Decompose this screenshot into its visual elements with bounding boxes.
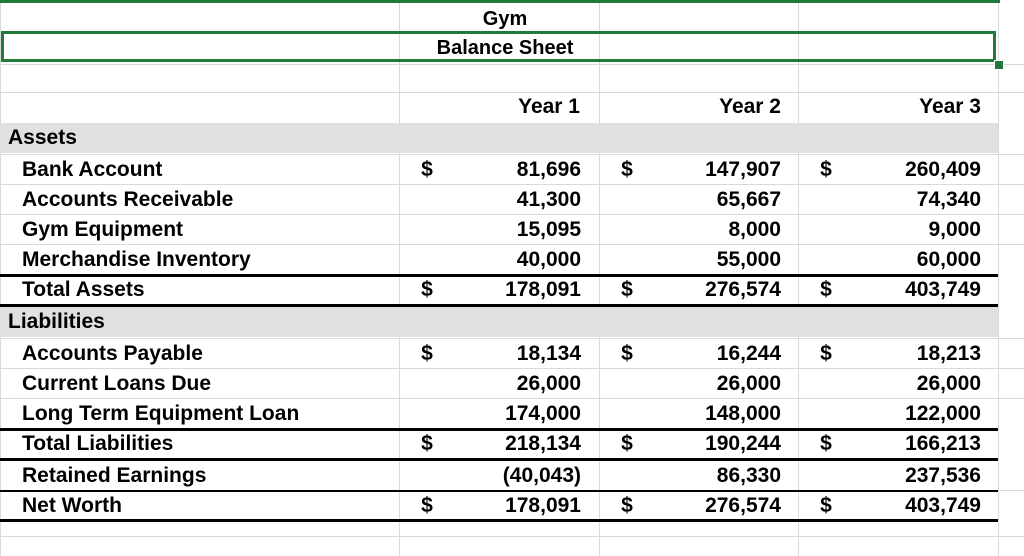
row-label[interactable]: Total Assets [22,278,145,301]
liabilities-section-label[interactable]: Liabilities [8,310,105,333]
currency-symbol: $ [421,278,433,301]
value-cell-year-3[interactable]: 237,536 [905,464,981,487]
value-cell-year-3[interactable]: 9,000 [928,218,981,241]
value-cell-year-1[interactable]: 40,000 [516,248,581,271]
row-label[interactable]: Long Term Equipment Loan [22,402,300,425]
currency-symbol: $ [621,342,633,365]
gridline [0,536,1024,537]
value-cell-year-2[interactable]: 55,000 [716,248,781,271]
value-cell-year-2[interactable]: 190,244 [705,432,781,455]
value-cell-year-3[interactable]: 122,000 [905,402,981,425]
value-cell-year-2[interactable]: 16,244 [716,342,781,365]
year-1-header[interactable]: Year 1 [518,95,580,118]
value-cell-year-3[interactable]: 166,213 [905,432,981,455]
row-label[interactable]: Accounts Payable [22,342,203,365]
value-cell-year-1[interactable]: 26,000 [516,372,581,395]
value-cell-year-1[interactable]: 178,091 [505,278,581,301]
value-cell-year-1[interactable]: 174,000 [505,402,581,425]
currency-symbol: $ [621,158,633,181]
value-cell-year-3[interactable]: 403,749 [905,278,981,301]
value-cell-year-1[interactable]: 178,091 [505,494,581,517]
gridline [0,0,1,556]
currency-symbol: $ [621,494,633,517]
currency-symbol: $ [421,342,433,365]
gridline [399,0,400,556]
value-cell-year-3[interactable]: 74,340 [916,188,981,211]
value-cell-year-3[interactable]: 403,749 [905,494,981,517]
value-cell-year-3[interactable]: 260,409 [905,158,981,181]
assets-section-label[interactable]: Assets [8,126,77,149]
row-label[interactable]: Gym Equipment [22,218,184,241]
currency-symbol: $ [820,158,832,181]
currency-symbol: $ [820,494,832,517]
value-cell-year-1[interactable]: 15,095 [516,218,581,241]
value-cell-year-3[interactable]: 26,000 [916,372,981,395]
currency-symbol: $ [820,432,832,455]
value-cell-year-2[interactable]: 8,000 [728,218,781,241]
value-cell-year-1[interactable]: 81,696 [516,158,581,181]
year-3-header[interactable]: Year 3 [919,95,981,118]
value-cell-year-1[interactable]: 218,134 [505,432,581,455]
value-cell-year-2[interactable]: 26,000 [716,372,781,395]
active-row-border [0,0,1000,3]
row-label[interactable]: Net Worth [22,494,122,517]
gridline [998,0,999,556]
gridline [599,0,600,556]
row-label[interactable]: Retained Earnings [22,464,207,487]
sheet-title: Gym [482,8,528,30]
currency-symbol: $ [421,158,433,181]
value-cell-year-3[interactable]: 60,000 [916,248,981,271]
liabilities-section-band [0,307,998,337]
gridline [798,0,799,556]
row-label[interactable]: Merchandise Inventory [22,248,251,271]
value-cell-year-2[interactable]: 65,667 [716,188,781,211]
currency-symbol: $ [621,278,633,301]
currency-symbol: $ [621,432,633,455]
value-cell-year-2[interactable]: 147,907 [705,158,781,181]
value-cell-year-2[interactable]: 276,574 [705,494,781,517]
value-cell-year-1[interactable]: 41,300 [516,188,581,211]
value-cell-year-2[interactable]: 86,330 [716,464,781,487]
currency-symbol: $ [820,278,832,301]
year-2-header[interactable]: Year 2 [719,95,781,118]
currency-symbol: $ [421,494,433,517]
value-cell-year-2[interactable]: 148,000 [705,402,781,425]
value-cell-year-1[interactable]: (40,043) [502,464,581,487]
row-label[interactable]: Accounts Receivable [22,188,234,211]
row-label[interactable]: Current Loans Due [22,372,212,395]
value-cell-year-3[interactable]: 18,213 [916,342,981,365]
currency-symbol: $ [820,342,832,365]
row-label[interactable]: Bank Account [22,158,163,181]
row-label[interactable]: Total Liabilities [22,432,174,455]
value-cell-year-1[interactable]: 18,134 [516,342,581,365]
fill-handle[interactable] [994,60,1004,70]
value-cell-year-2[interactable]: 276,574 [705,278,781,301]
sheet-subtitle[interactable]: Balance Sheet [436,37,574,59]
assets-section-band [0,123,998,153]
gridline [0,64,1024,65]
currency-symbol: $ [421,432,433,455]
